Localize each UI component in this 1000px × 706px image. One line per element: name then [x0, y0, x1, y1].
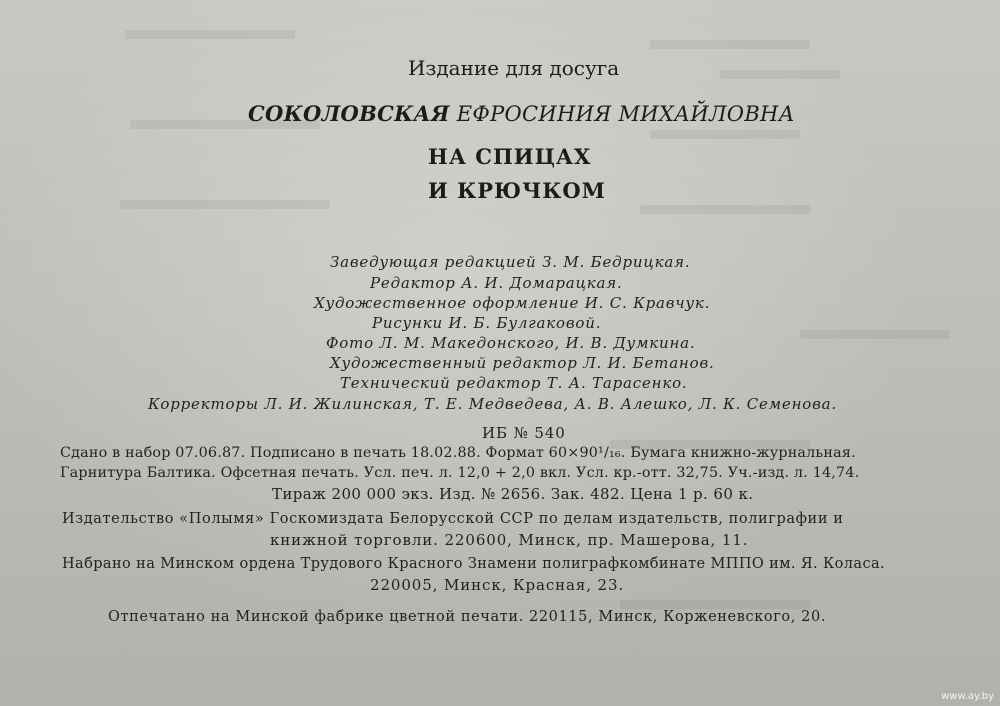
- bleed-through-mark: [640, 205, 810, 214]
- bleed-through-mark: [720, 70, 840, 79]
- bleed-through-mark: [800, 330, 950, 339]
- credit-proofreaders: Корректоры Л. И. Жилинская, Т. Е. Медведева, А. В. Алешко, Л. К. Семенова.: [148, 395, 837, 413]
- typesetting-line-2: 220005, Минск, Красная, 23.: [370, 576, 625, 594]
- bleed-through-mark: [620, 600, 810, 609]
- publisher-line-1: Издательство «Полымя» Госкомиздата Белорусской ССР по делам издательств, полиграфии и: [62, 511, 844, 527]
- bleed-through-mark: [650, 40, 810, 49]
- author-surname: СОКОЛОВСКАЯ: [248, 101, 450, 126]
- book-title-line-1: НА СПИЦАХ: [428, 144, 592, 169]
- credit-art-design: Художественное оформление И. С. Кравчук.: [314, 294, 711, 312]
- imprint-line-2: Гарнитура Балтика. Офсетная печать. Усл. печ. л. 12,0 + 2,0 вкл. Усл. кр.-отт. 32,75. Уч.-изд. л. 14,74.: [60, 465, 860, 481]
- author-name: [248, 103, 795, 125]
- ib-number: ИБ № 540: [482, 424, 566, 442]
- credit-editor: Редактор А. И. Домарацкая.: [370, 274, 623, 292]
- site-watermark: www.ay.by: [941, 691, 994, 702]
- imprint-line-3: Тираж 200 000 экз. Изд. № 2656. Зак. 482. Цена 1 р. 60 к.: [272, 485, 754, 503]
- bleed-through-mark: [125, 30, 295, 39]
- imprint-line-1: Сдано в набор 07.06.87. Подписано в печать 18.02.88. Формат 60×90¹/₁₆. Бумага книжно-журнальная.: [60, 445, 856, 461]
- bleed-through-mark: [650, 130, 800, 139]
- typesetting-line-1: Набрано на Минском ордена Трудового Красного Знамени полиграфкомбинате МППО им. Я. Коласа.: [62, 556, 886, 572]
- credit-photos: Фото Л. М. Македонского, И. В. Думкина.: [326, 334, 696, 352]
- edition-note: Издание для досуга: [408, 56, 620, 80]
- credit-editor-in-chief: Заведующая редакцией З. М. Бедрицкая.: [330, 253, 691, 271]
- credit-tech-editor: Технический редактор Т. А. Тарасенко.: [340, 374, 688, 392]
- author-given-name: ЕФРОСИНИЯ МИХАЙЛОВНА: [456, 102, 795, 126]
- bleed-through-mark: [120, 200, 330, 209]
- credit-drawings: Рисунки И. Б. Булгаковой.: [372, 314, 602, 332]
- book-title-line-2: И КРЮЧКОМ: [428, 178, 606, 203]
- printing-line: Отпечатано на Минской фабрике цветной печати. 220115, Минск, Корженевского, 20.: [108, 609, 827, 625]
- credit-art-editor: Художественный редактор Л. И. Бетанов.: [330, 354, 715, 372]
- publisher-line-2: книжной торговли. 220600, Минск, пр. Машерова, 11.: [270, 531, 749, 549]
